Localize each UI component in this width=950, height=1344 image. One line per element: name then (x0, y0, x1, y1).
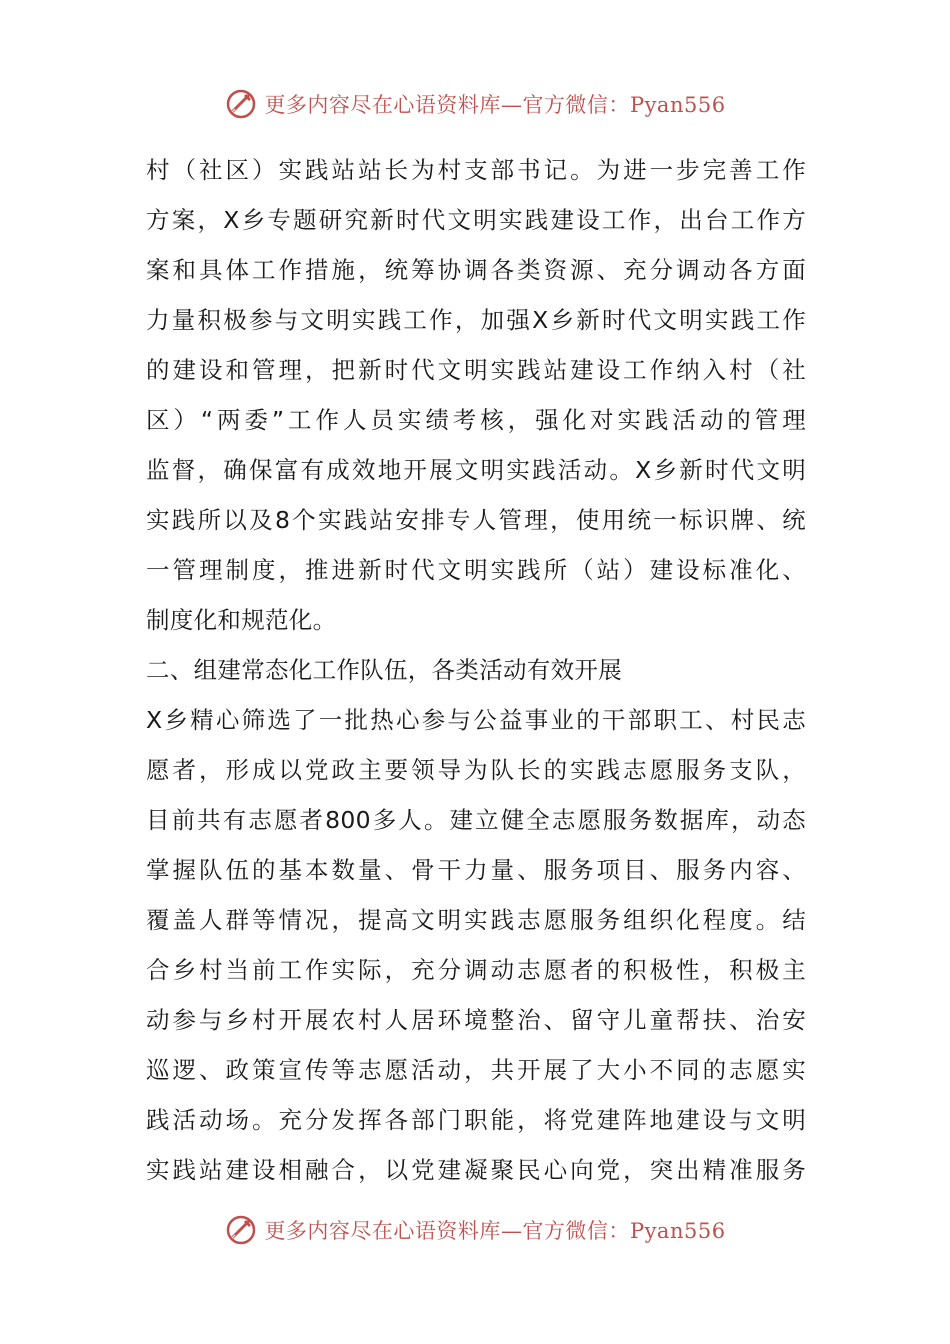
paragraph-line: X乡精心筛选了一批热心参与公益事业的干部职工、村民志 (146, 706, 806, 734)
pen-logo-icon (224, 1213, 258, 1247)
paragraph-line: 覆盖人群等情况，提高文明实践志愿服务组织化程度。结 (146, 906, 806, 934)
paragraph-line: 方案，X乡专题研究新时代文明实践建设工作，出台工作方 (146, 206, 806, 234)
paragraph-line: 目前共有志愿者800多人。建立健全志愿服务数据库，动态 (146, 806, 806, 834)
paragraph-line: 的建设和管理，把新时代文明实践站建设工作纳入村（社 (146, 356, 806, 384)
banner-text: 更多内容尽在心语资料库—官方微信：Pyan556 (264, 1219, 726, 1243)
footer-watermark-banner (0, 1210, 950, 1250)
paragraph-line: 践活动场。充分发挥各部门职能，将党建阵地建设与文明 (146, 1106, 806, 1134)
paragraph-line: 实践站建设相融合，以党建凝聚民心向党，突出精准服务 (146, 1156, 806, 1184)
paragraph-line: 巡逻、政策宣传等志愿活动，共开展了大小不同的志愿实 (146, 1056, 806, 1084)
paragraph-line: 监督，确保富有成效地开展文明实践活动。X乡新时代文明 (146, 456, 806, 484)
paragraph-line: 区）“两委”工作人员实绩考核，强化对实践活动的管理 (146, 406, 806, 434)
banner-text: 更多内容尽在心语资料库—官方微信：Pyan556 (264, 93, 726, 117)
paragraph-line: 实践所以及8个实践站安排专人管理，使用统一标识牌、统 (146, 506, 806, 534)
document-body (146, 145, 806, 1195)
paragraph-line: 合乡村当前工作实际，充分调动志愿者的积极性，积极主 (146, 956, 806, 984)
paragraph-line: 掌握队伍的基本数量、骨干力量、服务项目、服务内容、 (146, 856, 806, 884)
paragraph-line: 力量积极参与文明实践工作，加强X乡新时代文明实践工作 (146, 306, 806, 334)
header-watermark-banner (0, 84, 950, 124)
paragraph-line: 一管理制度，推进新时代文明实践所（站）建设标准化、 (146, 556, 806, 584)
paragraph-line: 动参与乡村开展农村人居环境整治、留守儿童帮扶、治安 (146, 1006, 806, 1034)
section-heading: 二、组建常态化工作队伍，各类活动有效开展 (146, 656, 622, 684)
paragraph-line: 案和具体工作措施，统筹协调各类资源、充分调动各方面 (146, 256, 806, 284)
pen-logo-icon (224, 87, 258, 121)
paragraph-line: 村（社区）实践站站长为村支部书记。为进一步完善工作 (146, 156, 806, 184)
paragraph-line: 愿者，形成以党政主要领导为队长的实践志愿服务支队， (146, 756, 806, 784)
paragraph-line: 制度化和规范化。 (146, 606, 337, 634)
